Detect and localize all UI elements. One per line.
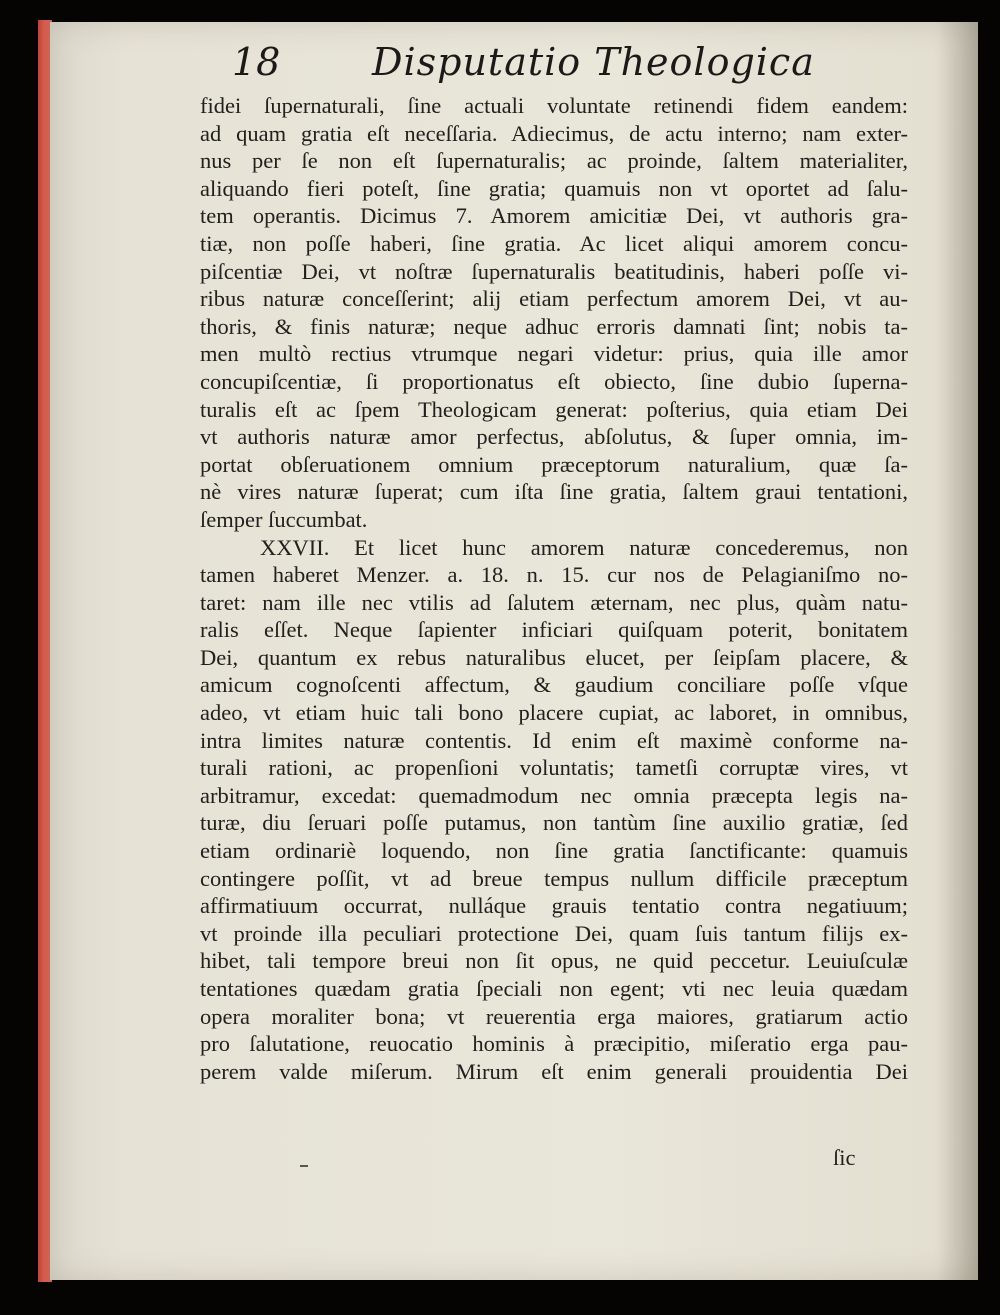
text-line: tamen haberet Menzer. a. 18. n. 15. cur nos de Pelagianiſmo no- [200, 562, 908, 588]
text-line: thoris, & finis naturæ; neque adhuc erroris damnati ſint; nobis ta- [200, 313, 908, 339]
text-line: adeo, vt etiam huic tali bono placere cupiat, ac laboret, in omnibus, [200, 700, 908, 726]
text-line: vt authoris naturæ amor perfectus, abſolutus, & ſuper omnia, im- [200, 424, 908, 450]
text-line: affirmatiuum occurrat, nulláque grauis tentatio contra negatiuum; [200, 893, 908, 919]
text-line: ad quam gratia eſt neceſſaria. Adiecimus, de actu interno; nam exter- [200, 120, 908, 146]
text-line: arbitramur, excedat: quemadmodum nec omnia præcepta legis na- [200, 782, 908, 808]
body-text [200, 92, 908, 1085]
spine-shadow [938, 22, 978, 1280]
text-line: taret: nam ille nec vtilis ad ſalutem æternam, nec plus, quàm natu- [200, 589, 908, 615]
text-line: turali rationi, ac propenſioni voluntatis; tametſi corruptæ vires, vt [200, 755, 908, 781]
text-line: men multò rectius vtrumque negari videtur: prius, quia ille amor [200, 341, 908, 367]
text-line: tentationes quædam gratia ſpeciali non egent; vti nec leuia quædam [200, 976, 908, 1001]
text-line: opera moraliter bona; vt reuerentia erga maiores, gratiarum actio [200, 1003, 908, 1029]
running-title: Disputatio Theologica [372, 40, 815, 84]
text-line: vt proinde illa peculiari protectione Dei, quam ſuis tantum filijs ex- [200, 920, 908, 946]
text-line: ralis eſſet. Neque ſapienter inficiari quiſquam poterit, bonitatem [200, 617, 908, 643]
text-line: turæ, diu ſeruari poſſe putamus, non tantùm ſine auxilio gratiæ, ſed [200, 810, 908, 836]
text-line: turalis eſt ac ſpem Theologicam generat: poſterius, quia etiam Dei [200, 396, 908, 422]
text-line: ſemper ſuccumbat. [200, 506, 368, 532]
text-line: Dei, quantum ex rebus naturalibus elucet, per ſeipſam placere, & [200, 644, 908, 670]
text-line: etiam ordinariè loquendo, non ſine gratia ſanctificante: quamuis [200, 838, 908, 864]
text-line: perem valde miſerum. Mirum eſt enim generali prouidentia Dei [200, 1058, 908, 1084]
text-line: hibet, tali tempore breui non ſit opus, ne quid peccetur. Leuiuſculæ [200, 948, 908, 974]
text-line: ribus naturæ conceſſerint; alij etiam perfectum amorem Dei, vt au- [200, 286, 908, 312]
text-line: concupiſcentiæ, ſi proportionatus eſt obiecto, ſine dubio ſuperna- [200, 368, 908, 394]
text-line: tem operantis. Dicimus 7. Amorem amicitiæ Dei, vt authoris gra- [200, 203, 908, 229]
section-heading-line: XXVII. Et licet hunc amorem naturæ concederemus, non [260, 534, 908, 560]
text-line: piſcentiæ Dei, vt noſtræ ſupernaturalis beatitudinis, haberi poſſe vi- [200, 258, 908, 284]
text-line: tiæ, non poſſe haberi, ſine gratia. Ac licet aliqui amorem concu- [200, 230, 908, 256]
text-line: portat obſeruationem omnium præceptorum naturalium, quæ ſa- [200, 451, 908, 477]
text-line: nus per ſe non eſt ſupernaturalis; ac proinde, ſaltem materialiter, [200, 148, 908, 174]
text-line: contingere poſſit, vt ad breue tempus nullum difficile præceptum [200, 865, 908, 891]
text-line: aliquando fieri poteſt, ſine gratia; quamuis non vt oportet ad ſalu- [200, 175, 908, 201]
catchword: ſic [833, 1145, 856, 1170]
text-line: nè vires naturæ ſuperat; cum iſta ſine gratia, ſaltem graui tentationi, [200, 479, 908, 505]
printer-mark [300, 1165, 308, 1167]
text-line: fidei ſupernaturali, ſine actuali voluntate retinendi fidem eandem: [200, 93, 908, 118]
text-line: intra limites naturæ contentis. Id enim eſt maximè conforme na- [200, 727, 908, 753]
text-line: pro ſalutatione, reuocatio hominis à præcipitio, miſeratio erga pau- [200, 1031, 908, 1057]
text-line: amicum cognoſcenti affectum, & gaudium conciliare poſſe vſque [200, 672, 908, 698]
page-number: 18 [232, 40, 281, 84]
